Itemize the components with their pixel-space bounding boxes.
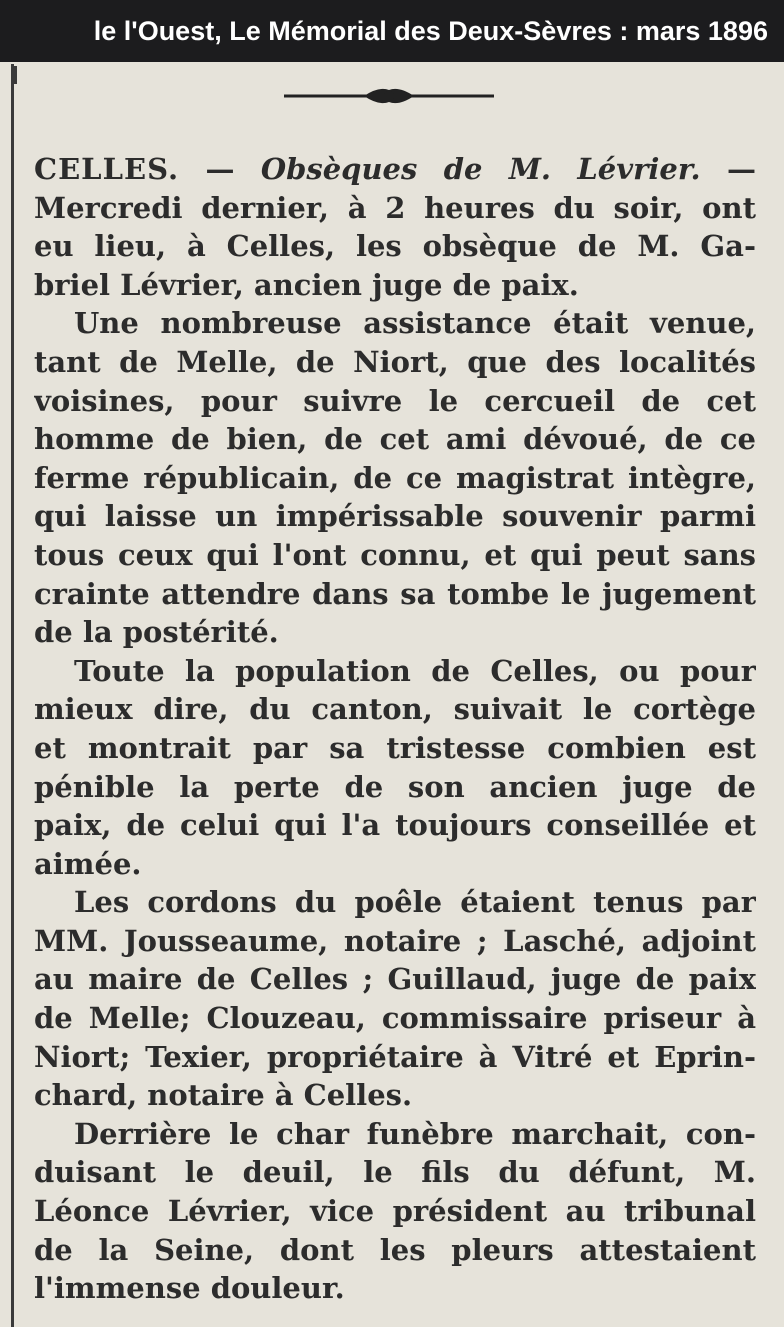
separator: — bbox=[726, 152, 756, 186]
text-line: tous ceux qui l'ont connu, et qui peut sans bbox=[34, 537, 756, 572]
text-line: duisant le deuil, le fils du défunt, M. bbox=[34, 1155, 756, 1190]
text-line: pénible la perte de son ancien juge de bbox=[34, 769, 756, 804]
text-line: de la postérité. bbox=[34, 615, 279, 650]
text-line: Derrière le char funèbre marchait, con- bbox=[74, 1116, 756, 1151]
ornament-divider-icon bbox=[284, 84, 494, 108]
text-line: crainte attendre dans sa tombe le jugement bbox=[34, 576, 756, 611]
text-line: Toute la population de Celles, ou pour bbox=[74, 653, 756, 688]
text-line: qui laisse un impérissable souvenir parmi bbox=[34, 499, 756, 534]
column-rule bbox=[11, 64, 14, 1327]
text-line: ferme républicain, de ce magistrat intègre, bbox=[34, 460, 756, 495]
text-line: aimée. bbox=[34, 846, 142, 881]
dateline: CELLES. bbox=[34, 152, 180, 186]
text-line: de la Seine, dont les pleurs attestaient bbox=[34, 1232, 756, 1267]
text-line: l'immense douleur. bbox=[34, 1271, 345, 1306]
document-title: le l'Ouest, Le Mémorial des Deux-Sèvres : mars 1896 bbox=[93, 16, 768, 46]
newspaper-page[interactable] bbox=[0, 62, 784, 1327]
article-headline-line bbox=[34, 150, 756, 189]
text-line: briel Lévrier, ancien juge de paix. bbox=[34, 267, 579, 302]
text-line: chard, notaire à Celles. bbox=[34, 1078, 413, 1113]
text-line: voisines, pour suivre le cercueil de cet bbox=[34, 383, 756, 418]
text-line: Léonce Lévrier, vice président au tribunal bbox=[34, 1194, 756, 1229]
text-line: Les cordons du poêle étaient tenus par bbox=[74, 885, 756, 920]
top-bar bbox=[0, 0, 784, 62]
text-line: au maire de Celles ; Guillaud, juge de paix bbox=[34, 962, 756, 997]
text-line: MM. Jousseaume, notaire ; Lasché, adjoint bbox=[34, 923, 756, 958]
text-line: mieux dire, du canton, suivait le cortège bbox=[34, 692, 756, 727]
separator: — bbox=[205, 152, 235, 186]
text-line: Niort; Texier, propriétaire à Vitré et Eprin- bbox=[34, 1039, 756, 1074]
text-line: homme de bien, de cet ami dévoué, de ce bbox=[34, 422, 756, 457]
text-line: eu lieu, à Celles, les obsèque de M. Ga- bbox=[34, 229, 756, 264]
text-line: Mercredi dernier, à 2 heures du soir, ont bbox=[34, 190, 756, 225]
article bbox=[34, 150, 756, 1308]
text-line: paix, de celui qui l'a toujours conseillée et bbox=[34, 808, 756, 843]
headline: Obsèques de M. Lévrier. bbox=[260, 152, 701, 186]
text-line: et montrait par sa tristesse combien est bbox=[34, 730, 756, 765]
text-line: Une nombreuse assistance était venue, bbox=[74, 306, 756, 341]
text-line: tant de Melle, de Niort, que des localités bbox=[34, 344, 756, 379]
column-rule-mark bbox=[14, 66, 17, 84]
text-line: de Melle; Clouzeau, commissaire priseur à bbox=[34, 1001, 756, 1036]
